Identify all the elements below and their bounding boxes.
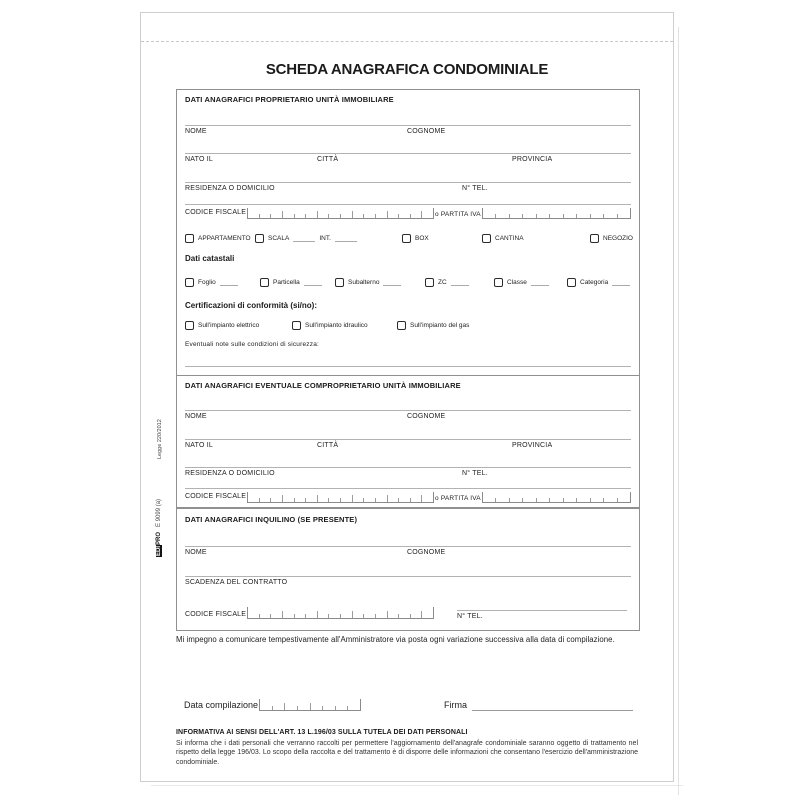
coowner-cf-line xyxy=(185,488,631,489)
cantina-label: CANTINA xyxy=(495,235,524,242)
tenant-cf-label: CODICE FISCALE xyxy=(185,611,247,618)
foglio-option xyxy=(185,278,238,287)
impianto-idraulico-label: Sull'impianto idraulico xyxy=(305,322,368,329)
particella-option xyxy=(260,278,322,287)
subalterno-checkbox xyxy=(335,278,344,287)
coowner-piva-comb xyxy=(482,492,631,503)
classe-option xyxy=(494,278,549,287)
coowner-cf-comb xyxy=(247,492,434,503)
zc-checkbox xyxy=(425,278,434,287)
tenant-cf-comb xyxy=(247,607,434,619)
owner-nato-label: NATO IL xyxy=(185,156,213,163)
coowner-residenza-label: RESIDENZA O DOMICILIO xyxy=(185,470,275,477)
scala-checkbox xyxy=(255,234,264,243)
coowner-citta-label: CITTÀ xyxy=(317,442,339,449)
data-compilazione-label: Data compilazione xyxy=(184,700,259,710)
negozio-option xyxy=(590,234,633,243)
owner-tel-label: N° TEL. xyxy=(462,185,488,192)
firma-line xyxy=(472,710,633,711)
box-option xyxy=(402,234,429,243)
coowner-residenza-line xyxy=(185,467,631,468)
interno-label: INT. xyxy=(319,235,331,242)
perforation-line xyxy=(141,41,673,42)
categoria-checkbox xyxy=(567,278,576,287)
owner-citta-label: CITTÀ xyxy=(317,156,339,163)
owner-nome-line xyxy=(185,125,631,126)
classe-write-line xyxy=(531,280,549,286)
tenant-nome-label: NOME xyxy=(185,549,207,556)
side-law-text: Legge 220/2012 xyxy=(157,419,163,459)
owner-provincia-label: PROVINCIA xyxy=(512,156,553,163)
page-title: SCHEDA ANAGRAFICA CONDOMINIALE xyxy=(265,61,549,78)
pledge-text: Mi impegno a comunicare tempestivamente all'Amministratore via posta ogni variazione successiva alla data di compilazione. xyxy=(176,635,615,644)
tenant-cognome-label: COGNOME xyxy=(407,549,446,556)
tenant-tel-line xyxy=(457,610,627,611)
form-code: E 9099 (a) xyxy=(156,498,162,527)
zc-write-line xyxy=(451,280,469,286)
owner-piva-comb xyxy=(482,208,631,219)
categoria-write-line xyxy=(612,280,630,286)
form-page xyxy=(140,12,674,782)
foglio-write-line xyxy=(220,280,238,286)
note-label: Eventuali note sulle condizioni di sicurezza: xyxy=(185,341,320,348)
owner-cf-label: CODICE FISCALE xyxy=(185,209,247,216)
tenant-scadenza-label: SCADENZA DEL CONTRATTO xyxy=(185,579,288,586)
scala-label: SCALA xyxy=(268,235,290,242)
subalterno-option xyxy=(335,278,401,287)
owner-section-header: DATI ANAGRAFICI PROPRIETARIO UNITÀ IMMOBILIARE xyxy=(185,95,394,104)
firma-label: Firma xyxy=(444,700,467,710)
coowner-cf-label: CODICE FISCALE xyxy=(185,493,247,500)
owner-section xyxy=(176,89,640,376)
coowner-cognome-label: COGNOME xyxy=(407,413,446,420)
owner-cf-line xyxy=(185,204,631,205)
tenant-section xyxy=(176,508,640,631)
zc-label: ZC xyxy=(438,279,447,286)
coowner-piva-label: o PARTITA IVA xyxy=(435,495,481,502)
coowner-section xyxy=(176,375,640,508)
negozio-label: NEGOZIO xyxy=(603,235,633,242)
owner-piva-label: o PARTITA IVA xyxy=(435,211,481,218)
impianto-elettrico-label: Sull'impianto elettrico xyxy=(198,322,260,329)
cantina-checkbox xyxy=(482,234,491,243)
privacy-title: INFORMATIVA AI SENSI DELL'ART. 13 L.196/03 SULLA TUTELA DEI DATI PERSONALI xyxy=(176,729,468,736)
box-checkbox xyxy=(402,234,411,243)
subalterno-label: Subalterno xyxy=(348,279,380,286)
foglio-label: Foglio xyxy=(198,279,216,286)
impianto-gas-label: Sull'impianto del gas xyxy=(410,322,470,329)
categoria-label: Categoria xyxy=(580,279,609,286)
scala-int-option xyxy=(255,234,357,243)
classe-label: Classe xyxy=(507,279,527,286)
owner-nome-label: NOME xyxy=(185,128,207,135)
impianto-elettrico-checkbox xyxy=(185,321,194,330)
owner-cf-comb xyxy=(247,208,434,219)
impianto-gas-checkbox xyxy=(397,321,406,330)
side-brand-code xyxy=(156,477,162,557)
tenant-nome-line xyxy=(185,546,631,547)
tenant-section-header: DATI ANAGRAFICI INQUILINO (SE PRESENTE) xyxy=(185,515,358,524)
negozio-checkbox xyxy=(590,234,599,243)
appartamento-label: APPARTAMENTO xyxy=(198,235,251,242)
zc-option xyxy=(425,278,469,287)
coowner-nato-label: NATO IL xyxy=(185,442,213,449)
owner-residenza-line xyxy=(185,182,631,183)
subalterno-write-line xyxy=(383,280,401,286)
edipro-logo: EDI xyxy=(156,545,162,556)
coowner-nome-line xyxy=(185,410,631,411)
data-compilazione-comb xyxy=(259,699,361,711)
appartamento-option xyxy=(185,234,251,243)
coowner-nome-label: NOME xyxy=(185,413,207,420)
catastali-heading: Dati catastali xyxy=(185,254,235,263)
box-label: BOX xyxy=(415,235,429,242)
impianto-idraulico-option xyxy=(292,321,368,330)
cantina-option xyxy=(482,234,524,243)
tenant-tel-label: N° TEL. xyxy=(457,613,483,620)
impianto-idraulico-checkbox xyxy=(292,321,301,330)
particella-label: Particella xyxy=(273,279,300,286)
certificazioni-heading: Certificazioni di conformità (si/no): xyxy=(185,301,318,310)
coowner-nato-line xyxy=(185,439,631,440)
note-write-line xyxy=(185,366,631,367)
categoria-option xyxy=(567,278,630,287)
tenant-scadenza-line xyxy=(185,576,631,577)
classe-checkbox xyxy=(494,278,503,287)
interno-write-line xyxy=(335,236,357,242)
particella-write-line xyxy=(304,280,322,286)
privacy-body: Si informa che i dati personali che verranno raccolti per permettere l'aggiornamento dell'anagrafe condominiale saranno oggetto di trattamento nel rispetto della legge 196/03. Lo scopo della raccolta e del trattamento è di disporre delle informazioni che consentano l'esercizio dell'amministrazione condominiale. xyxy=(176,740,638,766)
particella-checkbox xyxy=(260,278,269,287)
owner-nato-line xyxy=(185,153,631,154)
impianto-elettrico-option xyxy=(185,321,259,330)
appartamento-checkbox xyxy=(185,234,194,243)
coowner-tel-label: N° TEL. xyxy=(462,470,488,477)
owner-cognome-label: COGNOME xyxy=(407,128,446,135)
edipro-logo-rest: PRO xyxy=(156,531,162,545)
coowner-section-header: DATI ANAGRAFICI EVENTUALE COMPROPRIETARIO UNITÀ IMMOBILIARE xyxy=(185,381,461,390)
foglio-checkbox xyxy=(185,278,194,287)
scala-write-line xyxy=(293,236,315,242)
owner-residenza-label: RESIDENZA O DOMICILIO xyxy=(185,185,275,192)
impianto-gas-option xyxy=(397,321,469,330)
coowner-provincia-label: PROVINCIA xyxy=(512,442,553,449)
